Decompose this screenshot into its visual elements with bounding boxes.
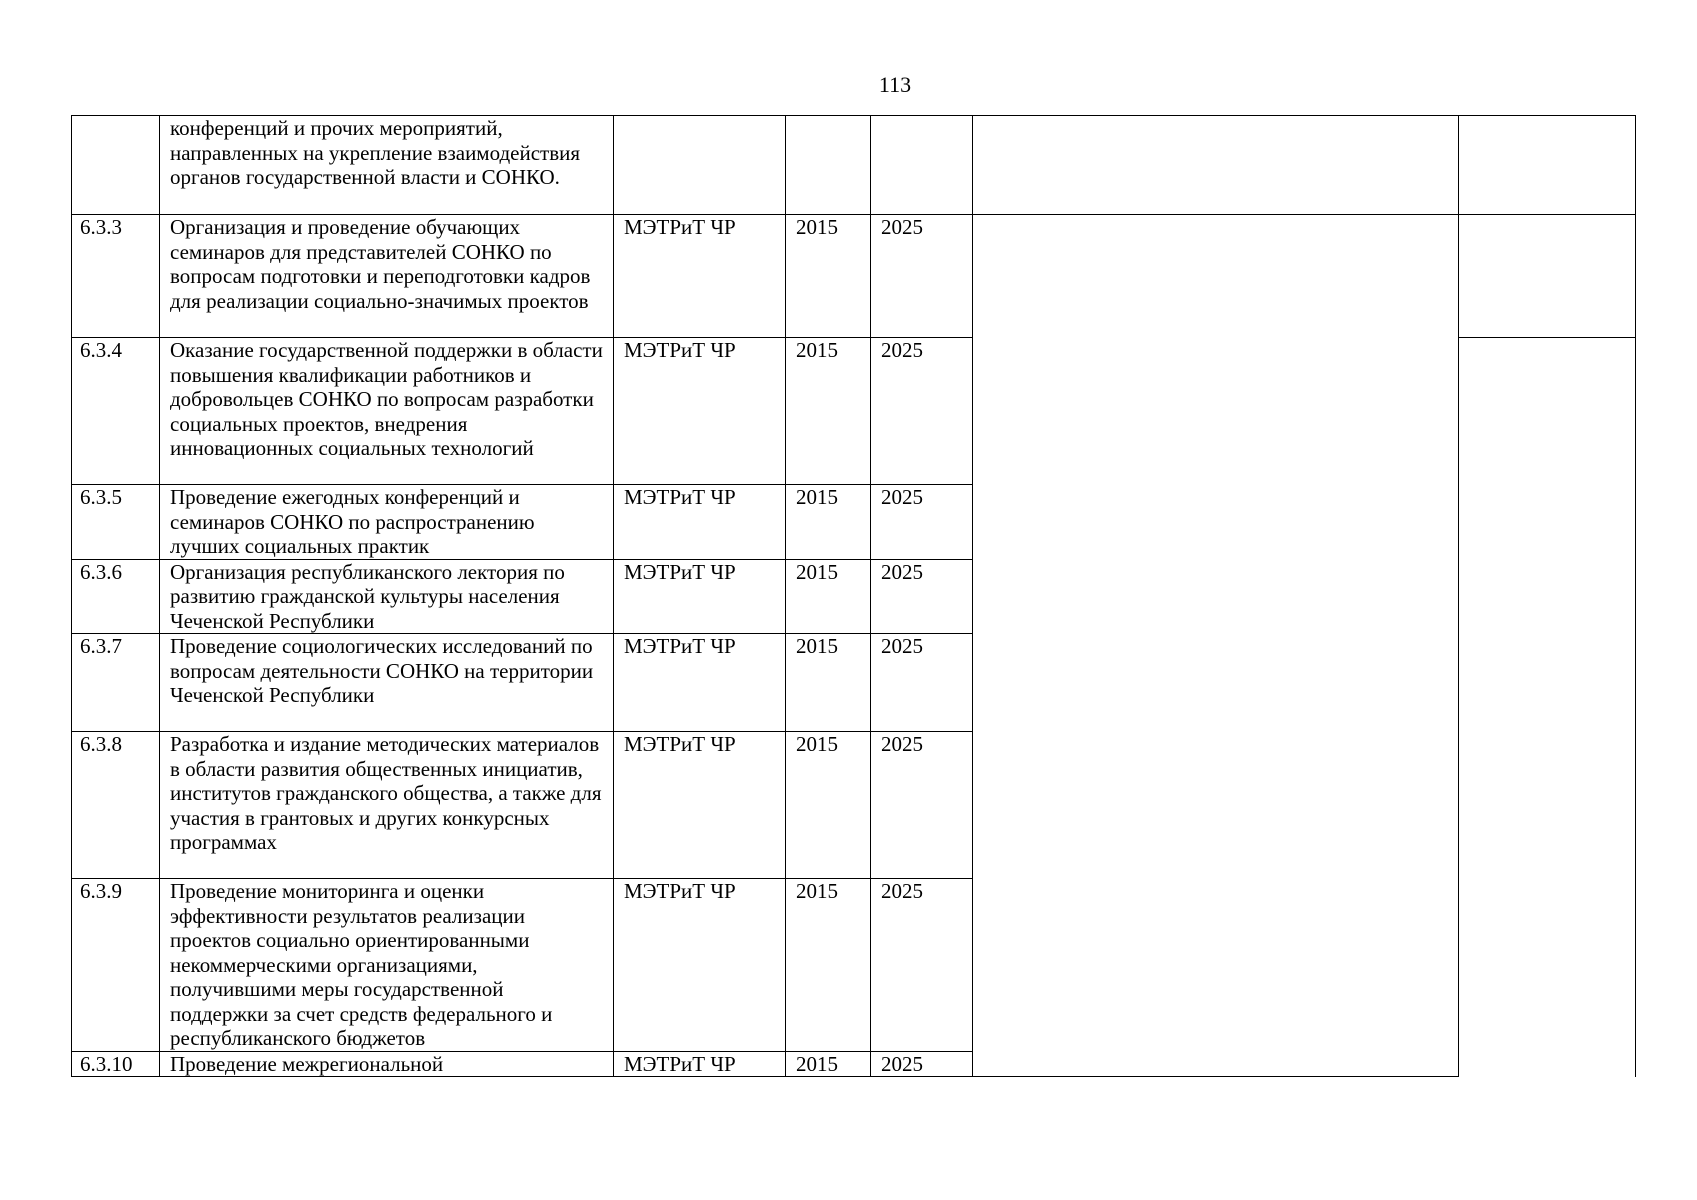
cell-start-year: 2015 <box>786 338 871 485</box>
cell-num: 6.3.3 <box>72 215 160 338</box>
cell-end-year: 2025 <box>871 1051 973 1077</box>
cell-start-year: 2015 <box>786 634 871 732</box>
cell-num: 6.3.9 <box>72 879 160 1052</box>
cell-num: 6.3.5 <box>72 485 160 560</box>
cell-measure: Проведение межрегиональной <box>160 1051 614 1077</box>
cell-measure: Разработка и издание методических материалов в области развития общественных инициатив, институтов гражданского общества, а также для участия в грантовых и других конкурсных программах <box>160 732 614 879</box>
cell-measure: конференций и прочих мероприятий, направленных на укрепление взаимодействия органов государственной власти и СОНКО. <box>160 116 614 215</box>
cell-executor: МЭТРиТ ЧР <box>614 485 786 560</box>
cell-end-year: 2025 <box>871 485 973 560</box>
cell-num: 6.3.10 <box>72 1051 160 1077</box>
cell-measure: Организация и проведение обучающих семинаров для представителей СОНКО по вопросам подготовки и переподготовки кадров для реализации социально-значимых проектов <box>160 215 614 338</box>
cell-executor: МЭТРиТ ЧР <box>614 559 786 634</box>
cell-num: 6.3.7 <box>72 634 160 732</box>
cell-measure: Проведение социологических исследований по вопросам деятельности СОНКО на территории Чеченской Республики <box>160 634 614 732</box>
table-row-continuation <box>72 116 1636 215</box>
cell-start-year: 2015 <box>786 215 871 338</box>
cell-end-year: 2025 <box>871 634 973 732</box>
cell-start-year: 2015 <box>786 485 871 560</box>
measures-table <box>71 115 1636 1077</box>
cell-result <box>973 116 1459 215</box>
cell-measure: Проведение ежегодных конференций и семинаров СОНКО по распространению лучших социальных практик <box>160 485 614 560</box>
table-row <box>72 215 1636 338</box>
cell-executor: МЭТРиТ ЧР <box>614 1051 786 1077</box>
cell-executor: МЭТРиТ ЧР <box>614 215 786 338</box>
cell-num: 6.3.4 <box>72 338 160 485</box>
cell-executor: МЭТРиТ ЧР <box>614 338 786 485</box>
cell-indicator <box>1459 116 1636 215</box>
cell-measure: Организация республиканского лектория по развитию гражданской культуры населения Чеченской Республики <box>160 559 614 634</box>
cell-start-year: 2015 <box>786 1051 871 1077</box>
page-number: 113 <box>878 72 912 97</box>
cell-result-merged <box>973 215 1459 1077</box>
cell-end-year: 2025 <box>871 559 973 634</box>
cell-executor <box>614 116 786 215</box>
cell-num: 6.3.6 <box>72 559 160 634</box>
cell-end-year: 2025 <box>871 879 973 1052</box>
cell-start-year: 2015 <box>786 879 871 1052</box>
cell-executor: МЭТРиТ ЧР <box>614 879 786 1052</box>
cell-num: 6.3.8 <box>72 732 160 879</box>
cell-indicator <box>1459 215 1636 338</box>
cell-indicator-merged <box>1459 338 1636 1077</box>
cell-end-year: 2025 <box>871 215 973 338</box>
cell-end-year: 2025 <box>871 732 973 879</box>
cell-measure: Оказание государственной поддержки в области повышения квалификации работников и добровольцев СОНКО по вопросам разработки социальных проектов, внедрения инновационных социальных технологий <box>160 338 614 485</box>
cell-start-year: 2015 <box>786 559 871 634</box>
cell-num <box>72 116 160 215</box>
cell-executor: МЭТРиТ ЧР <box>614 634 786 732</box>
cell-end-year: 2025 <box>871 338 973 485</box>
cell-start-year <box>786 116 871 215</box>
cell-start-year: 2015 <box>786 732 871 879</box>
cell-measure: Проведение мониторинга и оценки эффективности результатов реализации проектов социально ориентированными некоммерческими организациями, получившими меры государственной поддержки за счет средств федерального и республиканского бюджетов <box>160 879 614 1052</box>
cell-end-year <box>871 116 973 215</box>
cell-executor: МЭТРиТ ЧР <box>614 732 786 879</box>
